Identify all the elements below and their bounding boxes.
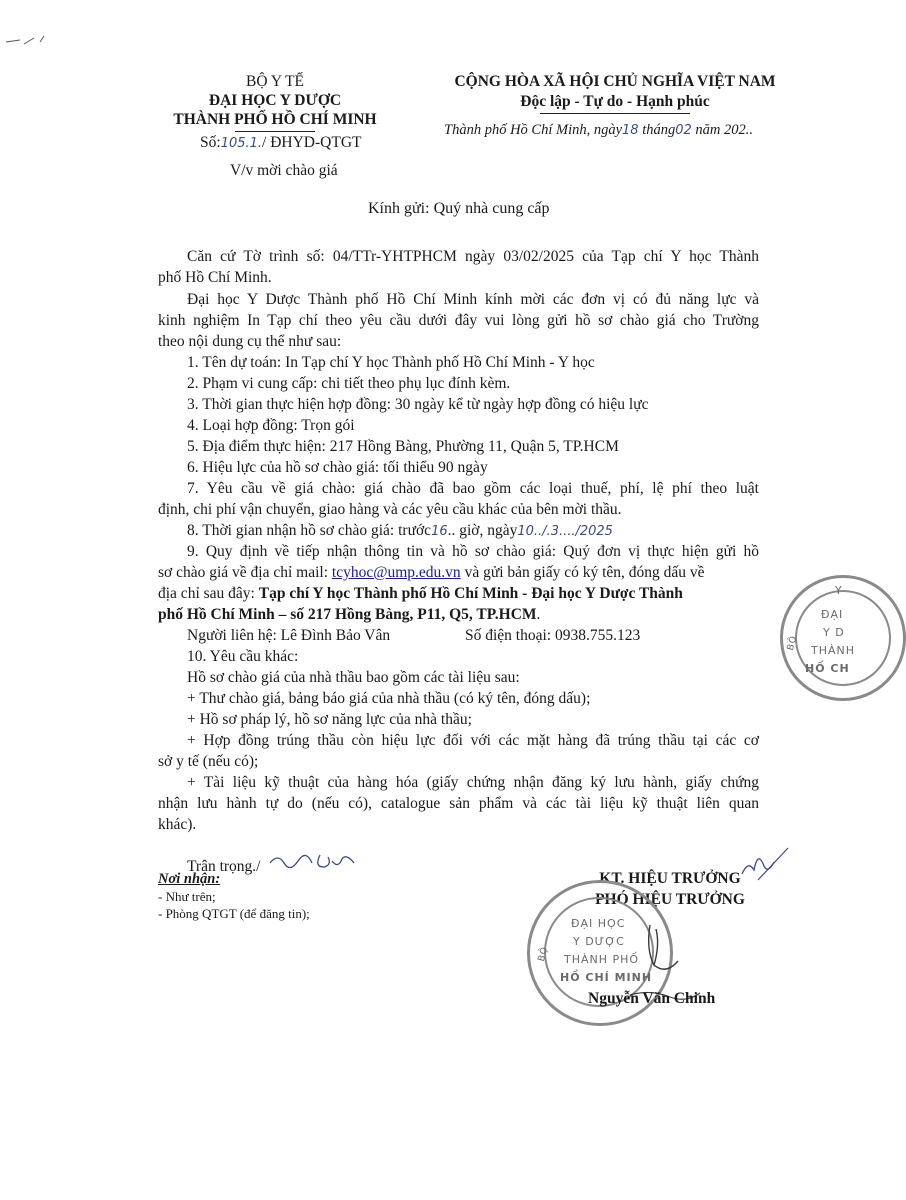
- doc-item-4-line2: nhận lưu hành tự do (nếu có), catalogue sản phẩm và các tài liệu kỹ thuật liên quan: [158, 795, 759, 812]
- republic-title: CỘNG HÒA XÃ HỘI CHỦ NGHĨA VIỆT NAM: [454, 73, 776, 90]
- edge-seal-top: Y: [835, 584, 843, 597]
- doc-item-1: + Thư chào giá, bảng báo giá của nhà thầu (có ký tên, đóng dấu);: [187, 690, 591, 707]
- doc-item-4-line3: khác).: [158, 816, 197, 833]
- list-item-9-line3: địa chỉ sau đây: Tạp chí Y học Thành phố Hồ Chí Minh - Đại học Y Dược Thành: [158, 585, 683, 602]
- list-item-7-line2: định, chi phí vận chuyển, giao hàng và các yêu cầu khác của bên mời thầu.: [158, 501, 622, 518]
- list-item-4: 4. Loại hợp đồng: Trọn gói: [187, 417, 355, 434]
- closing: Trân trọng./: [187, 858, 261, 875]
- issuer-divider: [235, 131, 315, 132]
- recipients-title: Nơi nhận:: [158, 871, 221, 887]
- seal-text-1: ĐẠI HỌC: [571, 917, 626, 930]
- list-item-7-line1: 7. Yêu cầu về giá chào: giá chào đã bao gồm các loại thuế, phí, lệ phí theo luật: [187, 480, 759, 497]
- list-item-3: 3. Thời gian thực hiện hợp đồng: 30 ngày kể từ ngày hợp đồng có hiệu lực: [187, 396, 649, 413]
- document-number: Số:105.1./ ĐHYD-QTGT: [200, 134, 362, 151]
- list-item-6: 6. Hiệu lực của hồ sơ chào giá: tối thiểu 90 ngày: [187, 459, 488, 476]
- doc-item-4-line1: + Tài liệu kỹ thuật của hàng hóa (giấy chứng nhận đăng ký lưu hành, giấy chứng: [187, 774, 759, 791]
- docs-intro: Hồ sơ chào giá của nhà thầu bao gồm các tài liệu sau:: [187, 669, 520, 686]
- seal-text-2: Y DƯỢC: [573, 935, 625, 948]
- motto-underline: [540, 113, 690, 114]
- list-item-5: 5. Địa điểm thực hiện: 217 Hồng Bàng, Phường 11, Quận 5, TP.HCM: [187, 438, 619, 455]
- recipient-1: - Như trên;: [158, 889, 216, 904]
- document-subject: V/v mời chào giá: [230, 162, 338, 179]
- salutation: Kính gửi: Quý nhà cung cấp: [368, 200, 550, 217]
- ministry-name: BỘ Y TẾ: [246, 73, 304, 90]
- edge-seal: [780, 575, 906, 701]
- paragraph-basis-line1: Căn cứ Tờ trình số: 04/TTr-YHTPHCM ngày 03/02/2025 của Tạp chí Y học Thành: [187, 248, 759, 265]
- seal-text-4: HỒ CHÍ MINH: [560, 971, 653, 984]
- signature-line-2: PHÓ HIỆU TRƯỞNG: [595, 891, 745, 908]
- approval-initials: [738, 840, 798, 885]
- edge-seal-text-1: ĐẠI: [821, 608, 844, 621]
- university-city: THÀNH PHỐ HỒ CHÍ MINH: [173, 111, 377, 128]
- paragraph-basis-line2: phố Hồ Chí Minh.: [158, 269, 272, 286]
- doc-item-2: + Hồ sơ pháp lý, hồ sơ năng lực của nhà thầu;: [187, 711, 472, 728]
- list-item-1: 1. Tên dự toán: In Tạp chí Y học Thành phố Hồ Chí Minh - Y học: [187, 354, 595, 371]
- seal-text-3: THÀNH PHỐ: [564, 953, 640, 966]
- list-item-9-line1: 9. Quy định về tiếp nhận thông tin và hồ sơ chào giá: Quý đơn vị thực hiện gửi hồ: [187, 543, 759, 560]
- handwritten-hour: 16: [431, 524, 448, 539]
- edge-seal-text-3: THÀNH: [811, 644, 856, 657]
- seal-text-side: BỘ: [536, 945, 551, 963]
- email-link[interactable]: tcyhoc@ump.edu.vn: [331, 564, 461, 581]
- doc-item-3-line2: sở y tế (nếu có);: [158, 753, 259, 770]
- signer-name: Nguyễn Văn Chinh: [588, 990, 716, 1007]
- edge-seal-text-4: HỐ CH: [805, 662, 850, 675]
- doc-item-3-line1: + Hợp đồng trúng thầu còn hiệu lực đối với các mặt hàng đã trúng thầu tại các cơ: [187, 732, 759, 749]
- place-date: Thành phố Hồ Chí Minh, ngày18 tháng02 năm 202..: [444, 122, 754, 138]
- paragraph-invite-line2: kinh nghiệm In Tạp chí theo yêu cầu dưới đây vui lòng gửi hồ sơ chào giá cho Trường: [158, 312, 759, 329]
- national-motto: Độc lập - Tự do - Hạnh phúc: [520, 93, 710, 110]
- paragraph-invite-line1: Đại học Y Dược Thành phố Hồ Chí Minh kính mời các đơn vị có đủ năng lực và: [187, 291, 759, 308]
- handwritten-month: 02: [675, 123, 692, 138]
- paragraph-invite-line3: theo nội dung cụ thể như sau:: [158, 333, 342, 350]
- issuer-block: [150, 72, 400, 132]
- handwritten-day: 18: [622, 123, 639, 138]
- contact-phone: Số điện thoại: 0938.755.123: [465, 627, 641, 644]
- list-item-10: 10. Yêu cầu khác:: [187, 648, 299, 665]
- list-item-9-line4: phố Hồ Chí Minh – số 217 Hồng Bàng, P11, Q5, TP.HCM.: [158, 606, 541, 623]
- recipients-block: [158, 870, 310, 922]
- edge-seal-text-2: Y D: [823, 626, 845, 639]
- contact-person: Người liên hệ: Lê Đình Bảo Vân: [187, 627, 391, 644]
- list-item-8: 8. Thời gian nhận hồ sơ chào giá: trước16.. giờ, ngày10../.3..../2025: [187, 522, 613, 539]
- scan-mark: [0, 30, 60, 50]
- handwritten-deadline-date: 10../.3..../2025: [517, 524, 613, 539]
- signature-line-1: KT. HIỆU TRƯỞNG: [599, 870, 741, 887]
- list-item-2: 2. Phạm vi cung cấp: chi tiết theo phụ lục đính kèm.: [187, 375, 511, 392]
- recipient-2: - Phòng QTGT (để đăng tin);: [158, 906, 310, 921]
- national-header: [430, 72, 800, 114]
- university-name: ĐẠI HỌC Y DƯỢC: [208, 92, 342, 109]
- edge-seal-side: BỘ: [785, 634, 800, 652]
- handwritten-number: 105.1.: [220, 136, 263, 151]
- list-item-9-line2: sơ chào giá về địa chỉ mail: tcyhoc@ump.edu.vn và gửi bản giấy có ký tên, đóng dấu về: [158, 564, 705, 581]
